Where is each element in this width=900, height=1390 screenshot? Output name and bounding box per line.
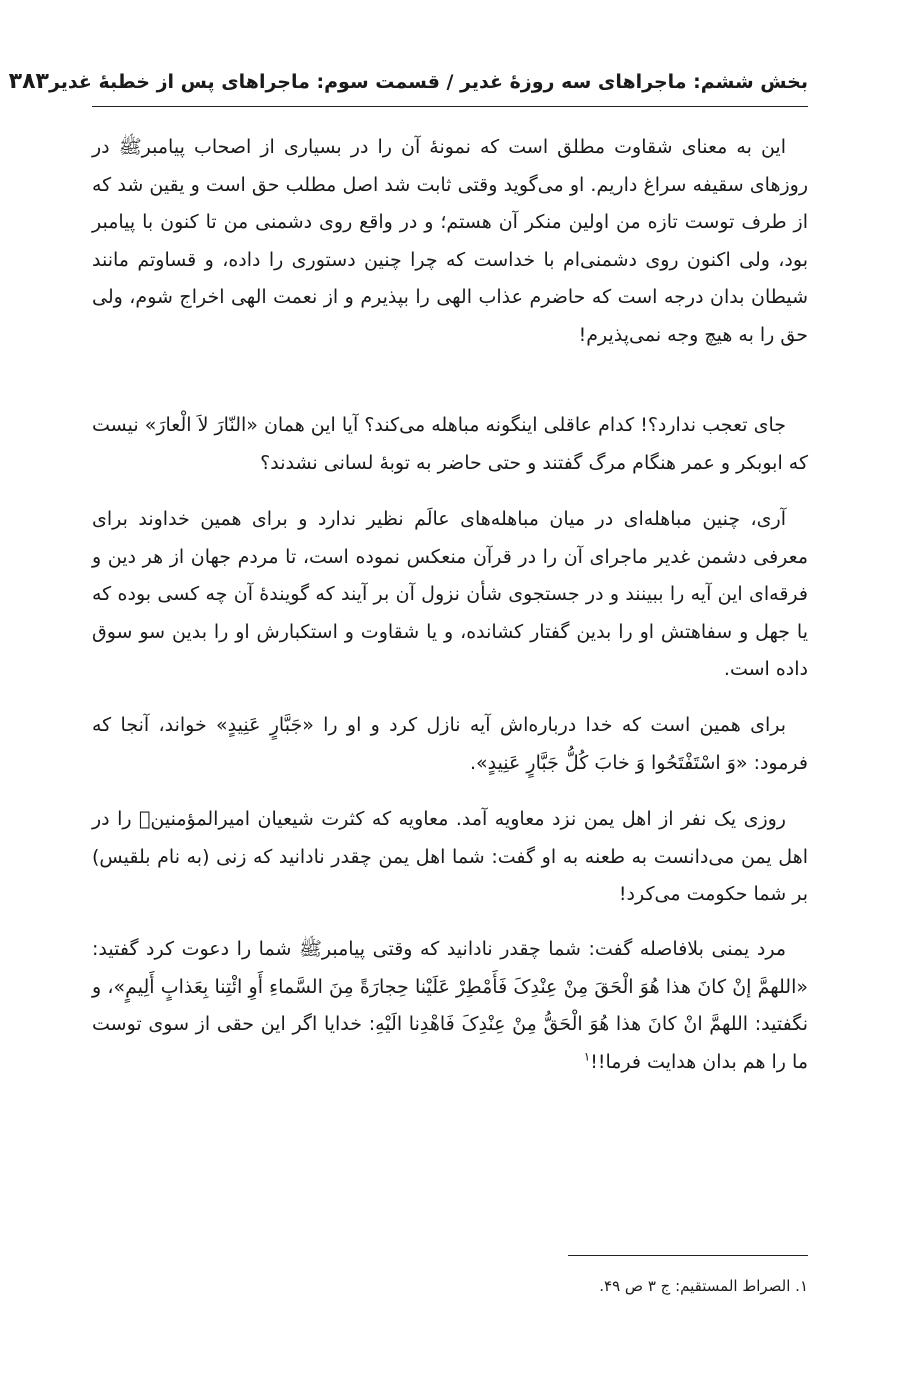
paragraph: برای همین است که خدا درباره‌اش آیه نازل کرد و او را «جَبَّارٍ عَنِیدٍ» خواند، آنجا که فرمود: «وَ اسْتَفْتَحُوا وَ خابَ کُلُّ جَبَّارٍ عَنِیدٍ».: [92, 714, 808, 774]
body-text: [92, 129, 808, 1083]
paragraph-with-footnote: [92, 931, 808, 1083]
footnote-divider: [568, 1255, 808, 1256]
running-header: [8, 62, 808, 107]
paragraph: جای تعجب ندارد؟! کدام عاقلی اینگونه مباهله می‌کند؟ آیا این همان «النّارَ لاَ الْعارَ» نیست که ابوبکر و عمر هنگام مرگ گفتند و حتی حاضر به توبۀ لسانی نشدند؟: [92, 414, 808, 474]
footnote-marker: ۱: [583, 1049, 591, 1064]
paragraph-text: مرد یمنی بلافاصله گفت: شما چقدر نادانید که وقتی پیامبرﷺ شما را دعوت کرد گفتید: «اللهمَّ إنْ کانَ هذا هُوَ الْحَقَ مِنْ عِنْدِکَ فَأَمْطِرْ عَلَیْنا حِجارَةً مِنَ السَّماءِ أَوِ ائْتِنا بِعَذابٍ أَلِیمٍ»، و نگفتید: اللهمَّ انْ کانَ هذا هُوَ الْحَقُّ مِنْ عِنْدِکَ فَاهْدِنا الَیْهِ: خدایا اگر این حقی از سوی توست ما را هم بدان هدایت فرما!!: [92, 938, 808, 1073]
paragraph: آری، چنین مباهله‌ای در میان مباهله‌های عالَم نظیر ندارد و برای همین خداوند برای معرفی دشمن غدیر ماجرای آن را در قرآن منعکس نموده است، تا مردم جهان از هر دین و فرقه‌ای این آیه را ببینند و در جستجوی شأن نزول آن بر آیند که گویندۀ آن چه کسی بوده که یا جهل و سفاهتش او را بدین گفتار کشانده، و یا شقاوت و استکبارش او را بدین سو سوق داده است.: [92, 508, 808, 680]
header-title: بخش ششم: ماجراهای سه روزۀ غدیر / قسمت سوم: ماجراهای پس از خطبۀ غدیر: [48, 71, 808, 93]
footnote: ۱. الصراط المستقیم: ج ۳ ص ۴۹.: [599, 1277, 808, 1295]
paragraph: این به معنای شقاوت مطلق است که نمونۀ آن را در بسیاری از اصحاب پیامبرﷺ در روزهای سقیفه سراغ داریم. او می‌گوید وقتی ثابت شد اصل مطلب حق است و یقین شد که از طرف توست تازه من اولین منکر آن هستم؛ و در واقع روی دشمنی من تا کنون با پیامبر بود، ولی اکنون روی دشمنی‌ام با خداست که چرا چنین دستوری را داده، و قساوتم مانند شیطان بدان درجه است که حاضرم عذاب الهی را بپذیرم و از نعمت الهی اخراج شوم، ولی حق را به هیچ وجه نمی‌پذیرم!: [92, 136, 808, 346]
paragraph: روزی یک نفر از اهل یمن نزد معاویه آمد. معاویه که کثرت شیعیان امیرالمؤمنینؑ را در اهل یمن می‌دانست به طعنه به او گفت: شما اهل یمن چقدر نادانید که زنی (به نام بلقیس) بر شما حکومت می‌کرد!: [92, 808, 808, 905]
page-number: ۳۸۳: [8, 69, 49, 94]
page: [8, 62, 808, 1099]
